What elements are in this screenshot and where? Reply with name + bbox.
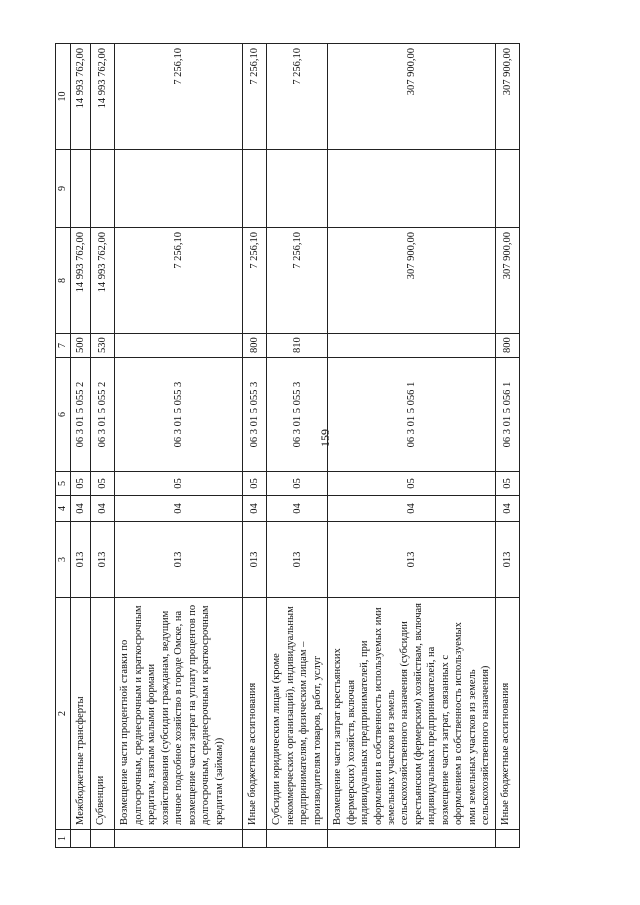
cell-c4: 04 [328, 496, 496, 522]
cell-c5: 05 [91, 472, 115, 496]
table-row [267, 44, 328, 848]
cell-c6: 06 3 01 5 056 1 [496, 358, 520, 472]
cell-c5: 05 [496, 472, 520, 496]
cell-c7: 500 [71, 334, 91, 358]
cell-c7: 810 [267, 334, 328, 358]
cell-name: Иные бюджетные ассигнования [243, 598, 267, 830]
cell-c9 [328, 150, 496, 228]
header-cell: 5 [56, 472, 71, 496]
budget-table-rotated [55, 44, 625, 848]
cell-c8: 307 900,00 [328, 228, 496, 334]
cell-c10: 14 993 762,00 [91, 44, 115, 150]
cell-c5: 05 [267, 472, 328, 496]
header-cell: 3 [56, 522, 71, 598]
cell-c7 [328, 334, 496, 358]
cell-c8: 7 256,10 [243, 228, 267, 334]
header-row [56, 44, 71, 848]
cell-c3: 013 [243, 522, 267, 598]
header-cell: 4 [56, 496, 71, 522]
header-cell: 2 [56, 598, 71, 830]
cell-name: Возмещение части процентной ставки по долгосрочным, среднесрочным и краткосрочным кредитам, взятым малыми формами хозяйствования (субсидии гражданам, ведущим личное подсобное хозяйство в городе Омске, на возмещение части затрат на уплату процентов по долгосрочным, среднесрочным и краткосрочным кредитам (займам)) [115, 598, 243, 830]
cell-c9 [71, 150, 91, 228]
table-row [328, 44, 496, 848]
cell-c9 [91, 150, 115, 228]
cell-num [328, 830, 496, 848]
table-row [91, 44, 115, 848]
cell-c5: 05 [243, 472, 267, 496]
cell-c9 [267, 150, 328, 228]
cell-c7: 800 [496, 334, 520, 358]
cell-c7 [115, 334, 243, 358]
cell-c10: 7 256,10 [243, 44, 267, 150]
cell-num [91, 830, 115, 848]
cell-name: Субвенции [91, 598, 115, 830]
cell-c4: 04 [71, 496, 91, 522]
cell-c10: 7 256,10 [115, 44, 243, 150]
cell-c7: 800 [243, 334, 267, 358]
cell-c3: 013 [267, 522, 328, 598]
cell-num [267, 830, 328, 848]
cell-c3: 013 [91, 522, 115, 598]
cell-c4: 04 [115, 496, 243, 522]
cell-c6: 06 3 01 5 055 2 [71, 358, 91, 472]
cell-c10: 14 993 762,00 [71, 44, 91, 150]
cell-c4: 04 [496, 496, 520, 522]
cell-c3: 013 [496, 522, 520, 598]
cell-name: Возмещение части затрат крестьянских (фермерских) хозяйств, включая индивидуальных предпринимателей, при оформлении в собственность используемых ими земельных участков из земель сельскохозяйственного назначения (субсидии крестьянским (фермерским) хозяйствам, включая индивидуальных предпринимателей, на возмещение части затрат, связанных с оформлением в собственность используемых ими земельных участков из земель сельскохозяйственного назначения) [328, 598, 496, 830]
cell-c4: 04 [91, 496, 115, 522]
page-number: 159 [318, 429, 332, 447]
cell-c5: 05 [328, 472, 496, 496]
cell-c3: 013 [328, 522, 496, 598]
cell-c4: 04 [243, 496, 267, 522]
cell-c7: 530 [91, 334, 115, 358]
cell-name: Субсидии юридическим лицам (кроме некоммерческих организаций), индивидуальным предпринимателям, физическим лицам – производителям товаров, работ, услуг [267, 598, 328, 830]
cell-c8: 14 993 762,00 [91, 228, 115, 334]
cell-c8: 7 256,10 [267, 228, 328, 334]
cell-c9 [115, 150, 243, 228]
table-row [243, 44, 267, 848]
budget-table [55, 43, 520, 848]
table-row [115, 44, 243, 848]
cell-c6: 06 3 01 5 055 3 [243, 358, 267, 472]
header-cell: 7 [56, 334, 71, 358]
cell-c3: 013 [115, 522, 243, 598]
cell-c10: 307 900,00 [496, 44, 520, 150]
cell-c9 [496, 150, 520, 228]
header-cell: 8 [56, 228, 71, 334]
cell-c8: 307 900,00 [496, 228, 520, 334]
cell-c6: 06 3 01 5 055 3 [267, 358, 328, 472]
cell-c5: 05 [71, 472, 91, 496]
cell-c6: 06 3 01 5 055 3 [115, 358, 243, 472]
cell-c10: 7 256,10 [267, 44, 328, 150]
cell-c6: 06 3 01 5 055 2 [91, 358, 115, 472]
table-row [71, 44, 91, 848]
cell-c8: 7 256,10 [115, 228, 243, 334]
cell-num [243, 830, 267, 848]
cell-name: Межбюджетные трансферты [71, 598, 91, 830]
cell-c8: 14 993 762,00 [71, 228, 91, 334]
table-row [496, 44, 520, 848]
cell-c3: 013 [71, 522, 91, 598]
header-cell: 10 [56, 44, 71, 150]
cell-c5: 05 [115, 472, 243, 496]
cell-num [496, 830, 520, 848]
header-cell: 6 [56, 358, 71, 472]
cell-c10: 307 900,00 [328, 44, 496, 150]
cell-c4: 04 [267, 496, 328, 522]
cell-num [71, 830, 91, 848]
header-cell: 9 [56, 150, 71, 228]
cell-num [115, 830, 243, 848]
cell-c6: 06 3 01 5 056 1 [328, 358, 496, 472]
cell-name: Иные бюджетные ассигнования [496, 598, 520, 830]
cell-c9 [243, 150, 267, 228]
header-cell: 1 [56, 830, 71, 848]
